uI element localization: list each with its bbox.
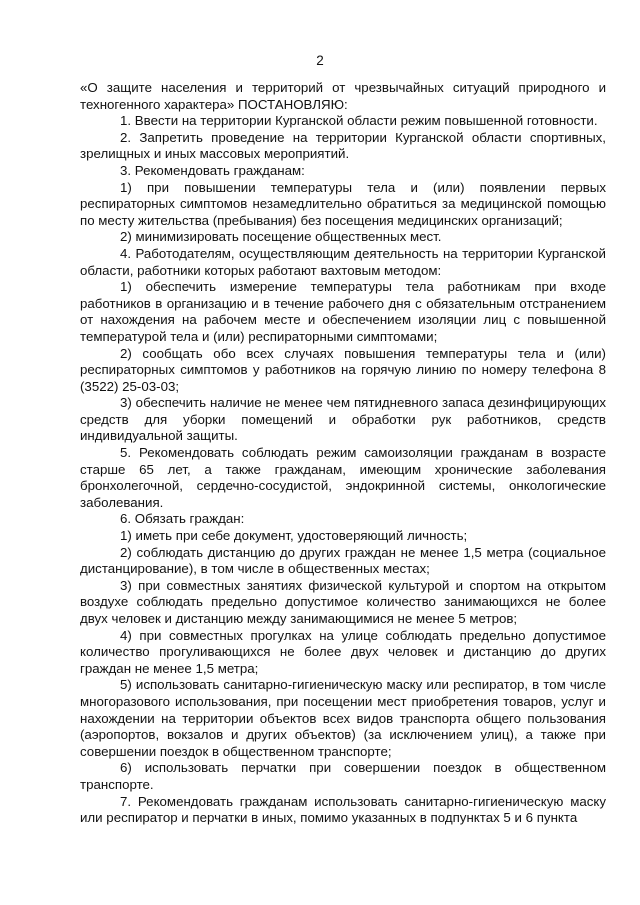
- paragraph-item-3-2: 2) минимизировать посещение общественных мест.: [120, 229, 442, 245]
- paragraph-item-5: 5. Рекомендовать соблюдать режим самоизоляции гражданам в возрасте старше 65 лет, а также гражданам, имеющим хронические заболевания бронхолегочной, сердечно-сосудистой, эндокринной системы, онкологические заболевания.: [80, 445, 606, 510]
- paragraph-item-6-6: 6) использовать перчатки при совершении поездок в общественном транспорте.: [80, 760, 606, 792]
- paragraph-item-4: 4. Работодателям, осуществляющим деятельность на территории Курганской области, работники которых работают вахтовым методом:: [80, 245, 606, 278]
- paragraph-item-4-1: 1) обеспечить измерение температуры тела работникам при входе работников в организацию и в течение рабочего дня с обязательным отстранением от нахождения на рабочем месте и обеспечением изоляции лиц с повышенной температурой тела и (или) респираторными симптомами;: [80, 279, 606, 344]
- paragraph-item-7: 7. Рекомендовать гражданам использовать санитарно-гигиеническую маску или респиратор и перчатки в иных, помимо указанных в подпунктах 5 и 6 пункта: [80, 793, 606, 826]
- document-body: [80, 80, 606, 827]
- paragraph-item-3-1: 1) при повышении температуры тела и (или) появлении первых респираторных симптомов незамедлительно обратиться за медицинской помощью по месту жительства (пребывания) без посещения медицинских организаций;: [80, 179, 606, 228]
- paragraph-item-6-3: 3) при совместных занятиях физической культурой и спортом на открытом воздухе соблюдать предельно допустимое количество занимающихся не более двух человек и дистанцию между занимающимися не менее 5 метров;: [80, 577, 606, 626]
- page-number: 2: [316, 53, 324, 68]
- paragraph-preamble: «О защите населения и территорий от чрезвычайных ситуаций природного и техногенного характера» ПОСТАНОВЛЯЮ:: [80, 80, 606, 112]
- paragraph-item-4-3: 3) обеспечить наличие не менее чем пятидневного запаса дезинфицирующих средств для уборки помещений и обработки рук работников, средств индивидуальной защиты.: [80, 395, 606, 444]
- paragraph-item-2: 2. Запретить проведение на территории Курганской области спортивных, зрелищных и иных массовых мероприятий.: [80, 129, 606, 162]
- paragraph-item-6-1: 1) иметь при себе документ, удостоверяющий личность;: [120, 528, 468, 544]
- paragraph-item-1: 1. Ввести на территории Курганской области режим повышенной готовности.: [120, 113, 598, 129]
- paragraph-item-4-2: 2) сообщать обо всех случаях повышения температуры тела и (или) респираторных симптомов у работников на горячую линию по номеру телефона 8 (3522) 25-03-03;: [80, 345, 606, 394]
- paragraph-item-6-4: 4) при совместных прогулках на улице соблюдать предельно допустимое количество прогуливающихся не более двух человек и дистанцию до других граждан не менее 1,5 метра;: [80, 627, 606, 676]
- paragraph-item-6-5: 5) использовать санитарно-гигиеническую маску или респиратор, в том числе многоразового использования, при посещении мест приобретения товаров, услуг и нахождении на территории объектов всех видов транспорта общего пользования (аэропортов, вокзалов и других объектов) (за исключением улиц), а также при совершении поездок в общественном транспорте;: [80, 677, 606, 759]
- paragraph-item-3: 3. Рекомендовать гражданам:: [120, 162, 305, 178]
- paragraph-item-6: 6. Обязать граждан:: [120, 511, 245, 527]
- paragraph-item-6-2: 2) соблюдать дистанцию до других граждан не менее 1,5 метра (социальное дистанцирование), в том числе в общественных местах;: [80, 544, 606, 577]
